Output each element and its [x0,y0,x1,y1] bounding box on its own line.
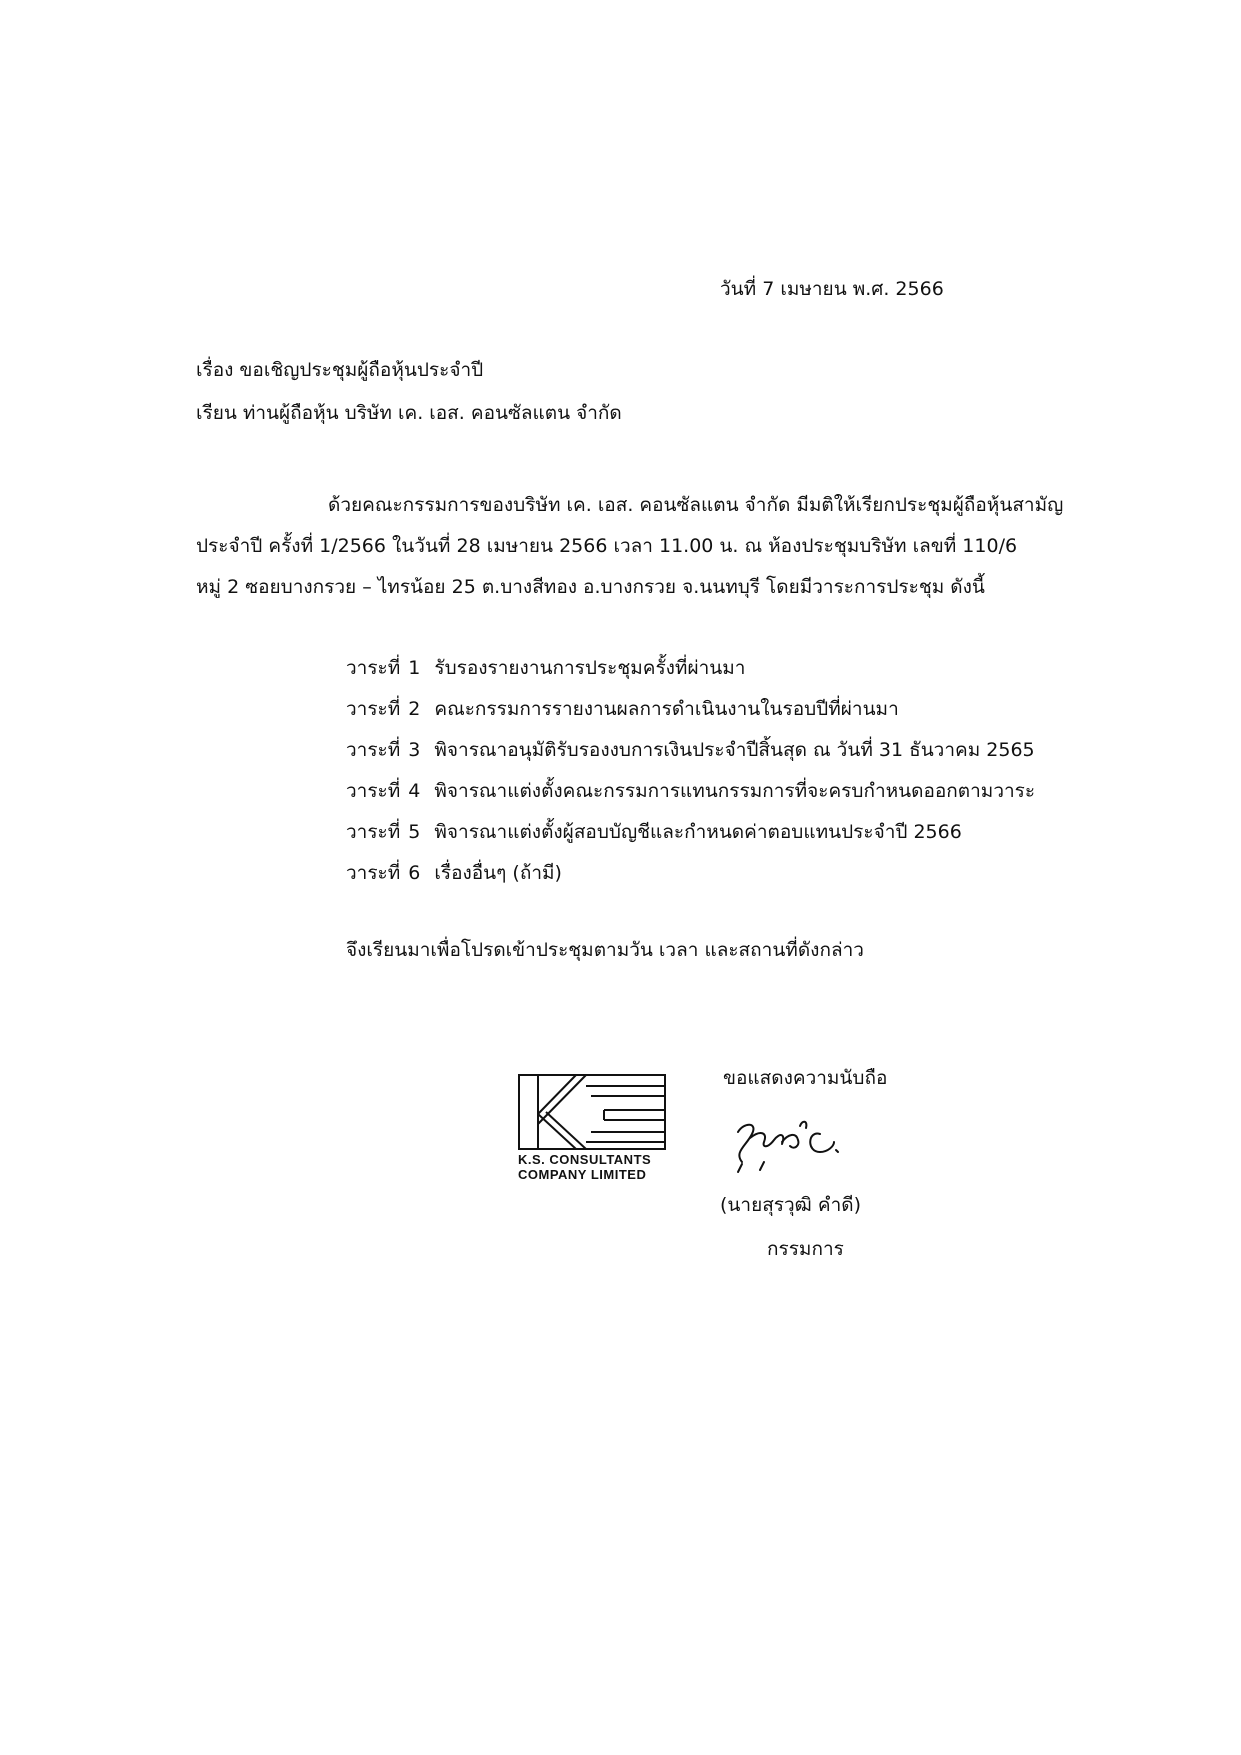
signer-name: (นายสุรวุฒิ คำดี) [720,1194,862,1216]
company-logo [516,1072,668,1182]
agenda-number: 6 [408,862,421,884]
letter-date: วันที่ 7 เมษายน พ.ศ. 2566 [720,278,944,300]
agenda-label: วาระที่ [346,657,401,679]
agenda-number: 3 [408,739,421,761]
signature-icon [724,1112,844,1182]
agenda-label: วาระที่ [346,862,401,884]
logo-line-2: COMPANY LIMITED [518,1167,647,1182]
agenda-label: วาระที่ [346,698,401,720]
agenda-label: วาระที่ [346,780,401,802]
agenda-label: วาระที่ [346,739,401,761]
agenda-text: พิจารณาแต่งตั้งผู้สอบบัญชีและกำหนดค่าตอบแทนประจำปี 2566 [434,821,962,843]
body-line: ด้วยคณะกรรมการของบริษัท เค. เอส. คอนซัลแตน จำกัด มีมติให้เรียกประชุมผู้ถือหุ้นสามัญ [328,494,1064,516]
agenda-number: 2 [408,698,421,720]
agenda-item [346,730,1035,771]
agenda-text: พิจารณาอนุมัติรับรองงบการเงินประจำปีสิ้นสุด ณ วันที่ 31 ธันวาคม 2565 [434,739,1035,761]
agenda-label: วาระที่ [346,821,401,843]
agenda-text: คณะกรรมการรายงานผลการดำเนินงานในรอบปีที่ผ่านมา [434,698,899,720]
letter-recipient: เรียน ท่านผู้ถือหุ้น บริษัท เค. เอส. คอนซัลแตน จำกัด [196,402,622,424]
agenda-item [346,771,1035,812]
agenda-list [346,648,1035,894]
agenda-item [346,853,1035,894]
agenda-text: เรื่องอื่นๆ (ถ้ามี) [434,862,562,884]
body-line: หมู่ 2 ซอยบางกรวย – ไทรน้อย 25 ต.บางสีทอง อ.บางกรวย จ.นนทบุรี โดยมีวาระการประชุม ดังนี้ [196,576,985,598]
handwritten-signature [724,1112,844,1187]
agenda-number: 5 [408,821,421,843]
agenda-item [346,689,1035,730]
signer-title: กรรมการ [767,1238,844,1260]
letter-closing: จึงเรียนมาเพื่อโปรดเข้าประชุมตามวัน เวลา และสถานที่ดังกล่าว [346,939,864,961]
agenda-item [346,648,1035,689]
letter-body [196,485,1126,608]
body-line: ประจำปี ครั้งที่ 1/2566 ในวันที่ 28 เมษายน 2566 เวลา 11.00 น. ณ ห้องประชุมบริษัท เลขที่ 110/6 [196,535,1018,557]
sign-off-regards: ขอแสดงความนับถือ [723,1067,888,1089]
letter-subject: เรื่อง ขอเชิญประชุมผู้ถือหุ้นประจำปี [196,359,484,381]
agenda-number: 1 [408,657,421,679]
agenda-number: 4 [408,780,421,802]
agenda-item [346,812,1035,853]
agenda-text: พิจารณาแต่งตั้งคณะกรรมการแทนกรรมการที่จะครบกำหนดออกตามวาระ [434,780,1036,802]
agenda-text: รับรองรายงานการประชุมครั้งที่ผ่านมา [434,657,746,679]
ks-logo-icon [516,1072,668,1152]
logo-line-1: K.S. CONSULTANTS [518,1152,652,1167]
